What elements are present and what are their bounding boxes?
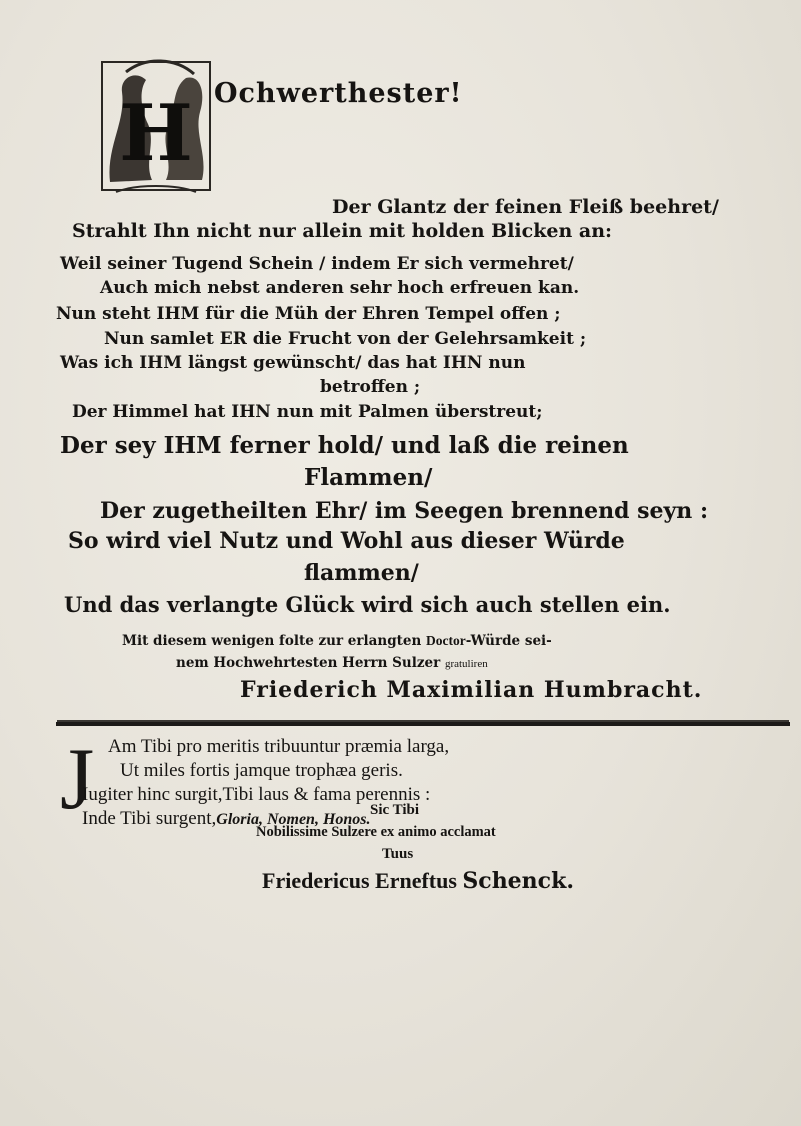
dedication-text: nem Hochwehrtesten Herrn Sulzer <box>176 655 445 671</box>
poem-line: Strahlt Ihn nicht nur allein mit holden Blicken an: <box>72 220 613 242</box>
poem-line: Der zugetheilten Ehr/ im Seegen brennend seyn : <box>100 498 709 524</box>
latin-line: Ut miles fortis jamque trophæa geris. <box>120 760 403 781</box>
poem-line: Was ich IHM längst gewünscht/ das hat IHN nun <box>60 353 526 373</box>
closing-acclamation: Nobilissime Sulzere ex animo acclamat <box>256 824 496 840</box>
latin-line-text: Inde Tibi surgent, <box>82 808 217 829</box>
poem-line: Flammen/ <box>304 464 433 491</box>
dedication-text: Mit diesem wenigen folte zur erlangten <box>122 633 426 649</box>
dedication-roman-word: gratuliren <box>444 658 488 670</box>
closing-sic-tibi: Sic Tibi <box>370 802 420 818</box>
closing-signature <box>262 868 574 894</box>
initial-letter-h: H <box>119 88 193 179</box>
poem-line: Der Glantz der feinen Fleiß beehret/ <box>332 196 719 218</box>
poem-line: Nun steht IHM für die Müh der Ehren Tempel offen ; <box>56 304 561 324</box>
poem-line: flammen/ <box>304 560 419 586</box>
dedication-line-1 <box>122 633 552 649</box>
poem-line: Und das verlangte Glück wird sich auch stellen ein. <box>64 592 671 617</box>
dedication-author: Friederich Maximilian Humbracht. <box>240 677 703 703</box>
closing-tuus: Tuus <box>382 846 414 862</box>
greeting-heading: Ochwerthester! <box>214 78 463 109</box>
poem-line: Der sey IHM ferner hold/ und laß die reinen <box>60 432 629 459</box>
divider-rule <box>56 722 790 726</box>
poem-line: Weil seiner Tugend Schein / indem Er sich vermehret/ <box>60 254 574 274</box>
latin-line: Iugiter hinc surgit,Tibi laus & fama perennis : <box>82 784 431 805</box>
dedication-text: -Würde sei- <box>465 633 552 649</box>
poem-line: betroffen ; <box>320 377 421 397</box>
dedication-line-2 <box>176 655 488 671</box>
poem-line: So wird viel Nutz und Wohl aus dieser Würde <box>68 528 625 554</box>
latin-italic-words: Gloria, Nomen, Honos. <box>216 811 371 828</box>
signature-roman: Friedericus Erneftus <box>262 868 457 893</box>
poem-line: Nun samlet ER die Frucht von der Gelehrsamkeit ; <box>104 329 587 349</box>
drop-cap-j: J <box>60 731 95 828</box>
latin-line: Am Tibi pro meritis tribuuntur præmia larga, <box>108 736 450 757</box>
signature-fraktur: Schenck. <box>462 868 574 894</box>
poem-line: Auch mich nebst anderen sehr hoch erfreuen kan. <box>100 278 580 298</box>
dedication-roman-word: Doctor <box>425 633 466 648</box>
ornate-initial-h-illustration <box>96 52 216 202</box>
poem-line: Der Himmel hat IHN nun mit Palmen überstreut; <box>72 402 543 422</box>
